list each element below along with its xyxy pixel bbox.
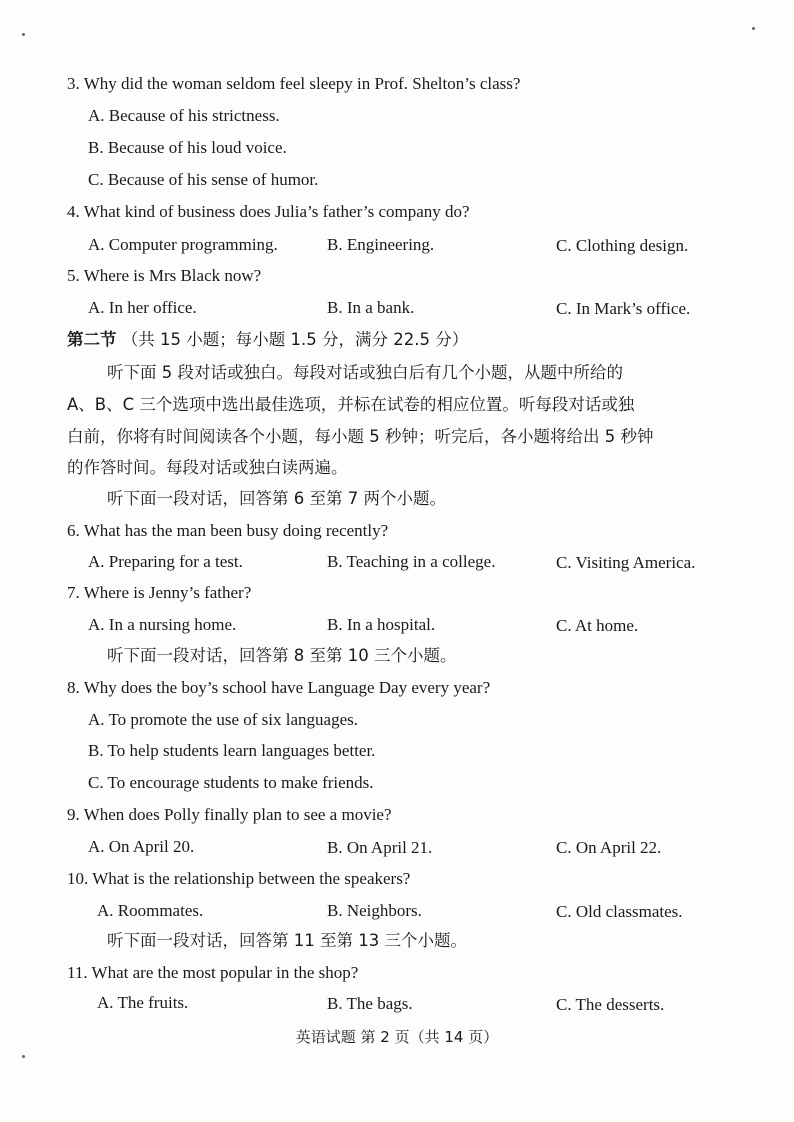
scan-speck [22,1055,25,1058]
scan-speck [22,33,25,36]
question-8-option-c: C. To encourage students to make friends. [88,773,374,792]
question-10-stem: 10. What is the relationship between the speakers? [67,869,411,888]
question-5-option-c: C. In Mark’s office. [556,299,691,318]
question-8-option-a: A. To promote the use of six languages. [88,710,358,729]
question-11-option-c: C. The desserts. [556,995,665,1014]
question-6-option-b: B. Teaching in a college. [327,552,496,571]
scan-speck [752,27,755,30]
instruction-6-7: 听下面一段对话，回答第 6 至第 7 两个小题。 [107,489,446,508]
question-5-option-b: B. In a bank. [327,298,415,317]
question-9-option-b: B. On April 21. [327,838,433,857]
question-4-stem: 4. What kind of business does Julia’s father’s company do? [67,202,470,221]
question-7-option-a: A. In a nursing home. [88,615,237,634]
question-7-option-c: C. At home. [556,616,639,635]
instruction-8-10: 听下面一段对话，回答第 8 至第 10 三个小题。 [107,646,457,665]
section-2-title: 第二节 [67,330,117,349]
question-7-option-b: B. In a hospital. [327,615,436,634]
question-9-option-c: C. On April 22. [556,838,662,857]
question-11-option-a: A. The fruits. [97,993,189,1012]
directions-line-4: 的作答时间。每段对话或独白读两遍。 [67,458,348,477]
question-3-option-a: A. Because of his strictness. [88,106,280,125]
question-4-option-a: A. Computer programming. [88,235,278,254]
directions-line-2: A、B、C 三个选项中选出最佳选项，并标在试卷的相应位置。听每段对话或独 [67,395,635,414]
question-8-option-b: B. To help students learn languages better. [88,741,376,760]
question-4-option-c: C. Clothing design. [556,236,689,255]
question-6-option-c: C. Visiting America. [556,553,696,572]
question-10-option-a: A. Roommates. [97,901,204,920]
question-10-option-b: B. Neighbors. [327,901,422,920]
question-3-option-c: C. Because of his sense of humor. [88,170,319,189]
question-9-stem: 9. When does Polly finally plan to see a movie? [67,805,392,824]
page-footer: 英语试题 第 2 页（共 14 页） [295,1028,499,1046]
instruction-11-13: 听下面一段对话，回答第 11 至第 13 三个小题。 [107,931,467,950]
directions-line-1: 听下面 5 段对话或独白。每段对话或独白后有几个小题，从题中所给的 [107,363,623,382]
question-6-option-a: A. Preparing for a test. [88,552,243,571]
question-7-stem: 7. Where is Jenny’s father? [67,583,252,602]
question-9-option-a: A. On April 20. [88,837,195,856]
directions-line-3: 白前，你将有时间阅读各个小题，每小题 5 秒钟；听完后，各小题将给出 5 秒钟 [67,427,654,446]
question-11-option-b: B. The bags. [327,994,413,1013]
question-3-option-b: B. Because of his loud voice. [88,138,287,157]
question-3-stem: 3. Why did the woman seldom feel sleepy in Prof. Shelton’s class? [67,74,521,93]
question-5-stem: 5. Where is Mrs Black now? [67,266,262,285]
question-8-stem: 8. Why does the boy’s school have Language Day every year? [67,678,491,697]
question-11-stem: 11. What are the most popular in the shop? [67,963,359,982]
section-2-subtitle: （共 15 小题；每小题 1.5 分，满分 22.5 分） [121,330,469,349]
question-5-option-a: A. In her office. [88,298,197,317]
question-10-option-c: C. Old classmates. [556,902,683,921]
question-4-option-b: B. Engineering. [327,235,435,254]
section-2-header [67,329,468,351]
question-6-stem: 6. What has the man been busy doing recently? [67,521,389,540]
